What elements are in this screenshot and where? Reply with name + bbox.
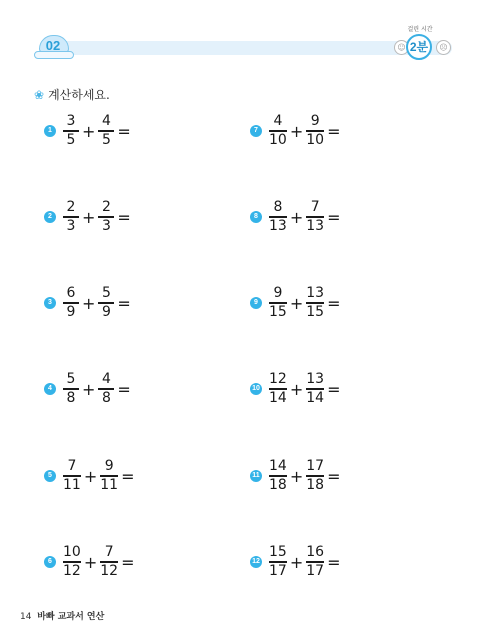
equals-sign: = — [117, 121, 131, 141]
problem-number: 10 — [250, 383, 262, 395]
denominator: 11 — [100, 476, 119, 493]
denominator: 9 — [66, 303, 76, 320]
numerator: 4 — [101, 371, 111, 388]
plus-sign: + — [289, 379, 304, 399]
instruction-text: 계산하세요. — [48, 88, 110, 102]
denominator: 13 — [269, 217, 287, 234]
plus-sign: + — [82, 293, 96, 313]
problem-4 — [44, 369, 134, 409]
denominator: 13 — [306, 217, 325, 234]
fraction-b — [306, 459, 324, 492]
problem-1 — [44, 111, 134, 151]
fraction-b — [306, 286, 324, 319]
book-title: 바빠 교과서 연산 — [37, 612, 105, 622]
sad-face-icon: ☹ — [436, 40, 451, 55]
fraction-a — [269, 200, 287, 233]
fraction-b — [100, 545, 118, 578]
denominator: 9 — [101, 303, 111, 320]
problem-8 — [250, 197, 343, 237]
denominator: 18 — [269, 476, 287, 493]
numerator: 13 — [306, 371, 325, 388]
plus-sign: + — [83, 552, 98, 572]
numerator: 4 — [101, 113, 111, 130]
equals-sign: = — [117, 379, 131, 399]
flower-icon: ❀ — [34, 88, 45, 102]
problem-6 — [44, 542, 137, 582]
numerator: 2 — [66, 199, 76, 216]
numerator: 14 — [269, 458, 287, 475]
problem-5 — [44, 456, 137, 496]
equals-sign: = — [121, 466, 135, 486]
numerator: 4 — [273, 113, 283, 130]
fraction-a — [269, 545, 287, 578]
plus-sign: + — [82, 207, 96, 227]
plus-sign: + — [289, 466, 304, 486]
numerator: 9 — [104, 458, 114, 475]
denominator: 15 — [269, 303, 287, 320]
denominator: 5 — [101, 131, 111, 148]
happy-face-icon: ☺ — [394, 40, 409, 55]
denominator: 15 — [306, 303, 325, 320]
fraction-b — [98, 114, 114, 147]
problem-number: 5 — [44, 470, 56, 482]
equals-sign: = — [117, 293, 131, 313]
plus-sign: + — [289, 552, 304, 572]
timer-badge: 2분 — [406, 34, 432, 60]
problem-number: 6 — [44, 556, 56, 568]
fraction-a — [63, 459, 81, 492]
numerator: 5 — [101, 285, 111, 302]
fraction-a — [269, 459, 287, 492]
equals-sign: = — [327, 293, 341, 313]
numerator: 5 — [66, 371, 76, 388]
problem-number: 4 — [44, 383, 56, 395]
fraction-a — [63, 200, 79, 233]
problem-12 — [250, 542, 343, 582]
denominator: 18 — [306, 476, 325, 493]
numerator: 6 — [66, 285, 76, 302]
equals-sign: = — [327, 379, 341, 399]
fraction-b — [306, 200, 324, 233]
plus-sign: + — [82, 121, 96, 141]
denominator: 3 — [66, 217, 76, 234]
denominator: 10 — [269, 131, 287, 148]
numerator: 10 — [63, 544, 81, 561]
footer — [20, 609, 104, 622]
ufo-page-badge — [33, 33, 73, 59]
denominator: 12 — [63, 562, 81, 579]
equals-sign: = — [327, 466, 341, 486]
problem-3 — [44, 283, 134, 323]
problem-9 — [250, 283, 343, 323]
problem-number: 3 — [44, 297, 56, 309]
header-bar — [42, 41, 452, 55]
denominator: 10 — [306, 131, 325, 148]
fraction-b — [98, 372, 114, 405]
numerator: 13 — [306, 285, 325, 302]
timer-label: 걸린 시간 — [407, 26, 433, 33]
denominator: 8 — [101, 389, 111, 406]
problem-number: 8 — [250, 211, 262, 223]
numerator: 7 — [67, 458, 77, 475]
fraction-b — [306, 372, 324, 405]
page-number: 14 — [20, 612, 32, 622]
numerator: 9 — [310, 113, 320, 130]
fraction-a — [269, 286, 287, 319]
denominator: 17 — [269, 562, 287, 579]
numerator: 15 — [269, 544, 287, 561]
fraction-a — [63, 114, 79, 147]
fraction-b — [98, 200, 114, 233]
equals-sign: = — [121, 552, 135, 572]
equals-sign: = — [327, 121, 341, 141]
problem-number: 2 — [44, 211, 56, 223]
fraction-a — [63, 286, 79, 319]
denominator: 17 — [306, 562, 325, 579]
problem-7 — [250, 111, 343, 151]
fraction-b — [306, 545, 324, 578]
plus-sign: + — [289, 207, 304, 227]
equals-sign: = — [117, 207, 131, 227]
fraction-a — [269, 114, 287, 147]
page-badge-number: 02 — [45, 38, 61, 53]
numerator: 2 — [101, 199, 111, 216]
numerator: 8 — [273, 199, 283, 216]
plus-sign: + — [83, 466, 98, 486]
fraction-b — [98, 286, 114, 319]
numerator: 9 — [273, 285, 283, 302]
numerator: 17 — [306, 458, 325, 475]
numerator: 7 — [104, 544, 114, 561]
instruction — [34, 86, 110, 103]
numerator: 12 — [269, 371, 287, 388]
problem-10 — [250, 369, 343, 409]
problem-number: 9 — [250, 297, 262, 309]
fraction-b — [100, 459, 118, 492]
problem-number: 1 — [44, 125, 56, 137]
denominator: 5 — [66, 131, 76, 148]
problem-number: 11 — [250, 470, 262, 482]
denominator: 14 — [269, 389, 287, 406]
problem-2 — [44, 197, 134, 237]
denominator: 11 — [63, 476, 81, 493]
plus-sign: + — [289, 293, 304, 313]
numerator: 7 — [310, 199, 320, 216]
plus-sign: + — [82, 379, 96, 399]
plus-sign: + — [289, 121, 304, 141]
problem-11 — [250, 456, 343, 496]
numerator: 16 — [306, 544, 325, 561]
equals-sign: = — [327, 552, 341, 572]
fraction-a — [63, 372, 79, 405]
equals-sign: = — [327, 207, 341, 227]
numerator: 3 — [66, 113, 76, 130]
denominator: 3 — [101, 217, 111, 234]
fraction-a — [63, 545, 81, 578]
fraction-a — [269, 372, 287, 405]
denominator: 14 — [306, 389, 325, 406]
fraction-b — [306, 114, 324, 147]
problem-number: 7 — [250, 125, 262, 137]
denominator: 12 — [100, 562, 119, 579]
problem-number: 12 — [250, 556, 262, 568]
denominator: 8 — [66, 389, 76, 406]
